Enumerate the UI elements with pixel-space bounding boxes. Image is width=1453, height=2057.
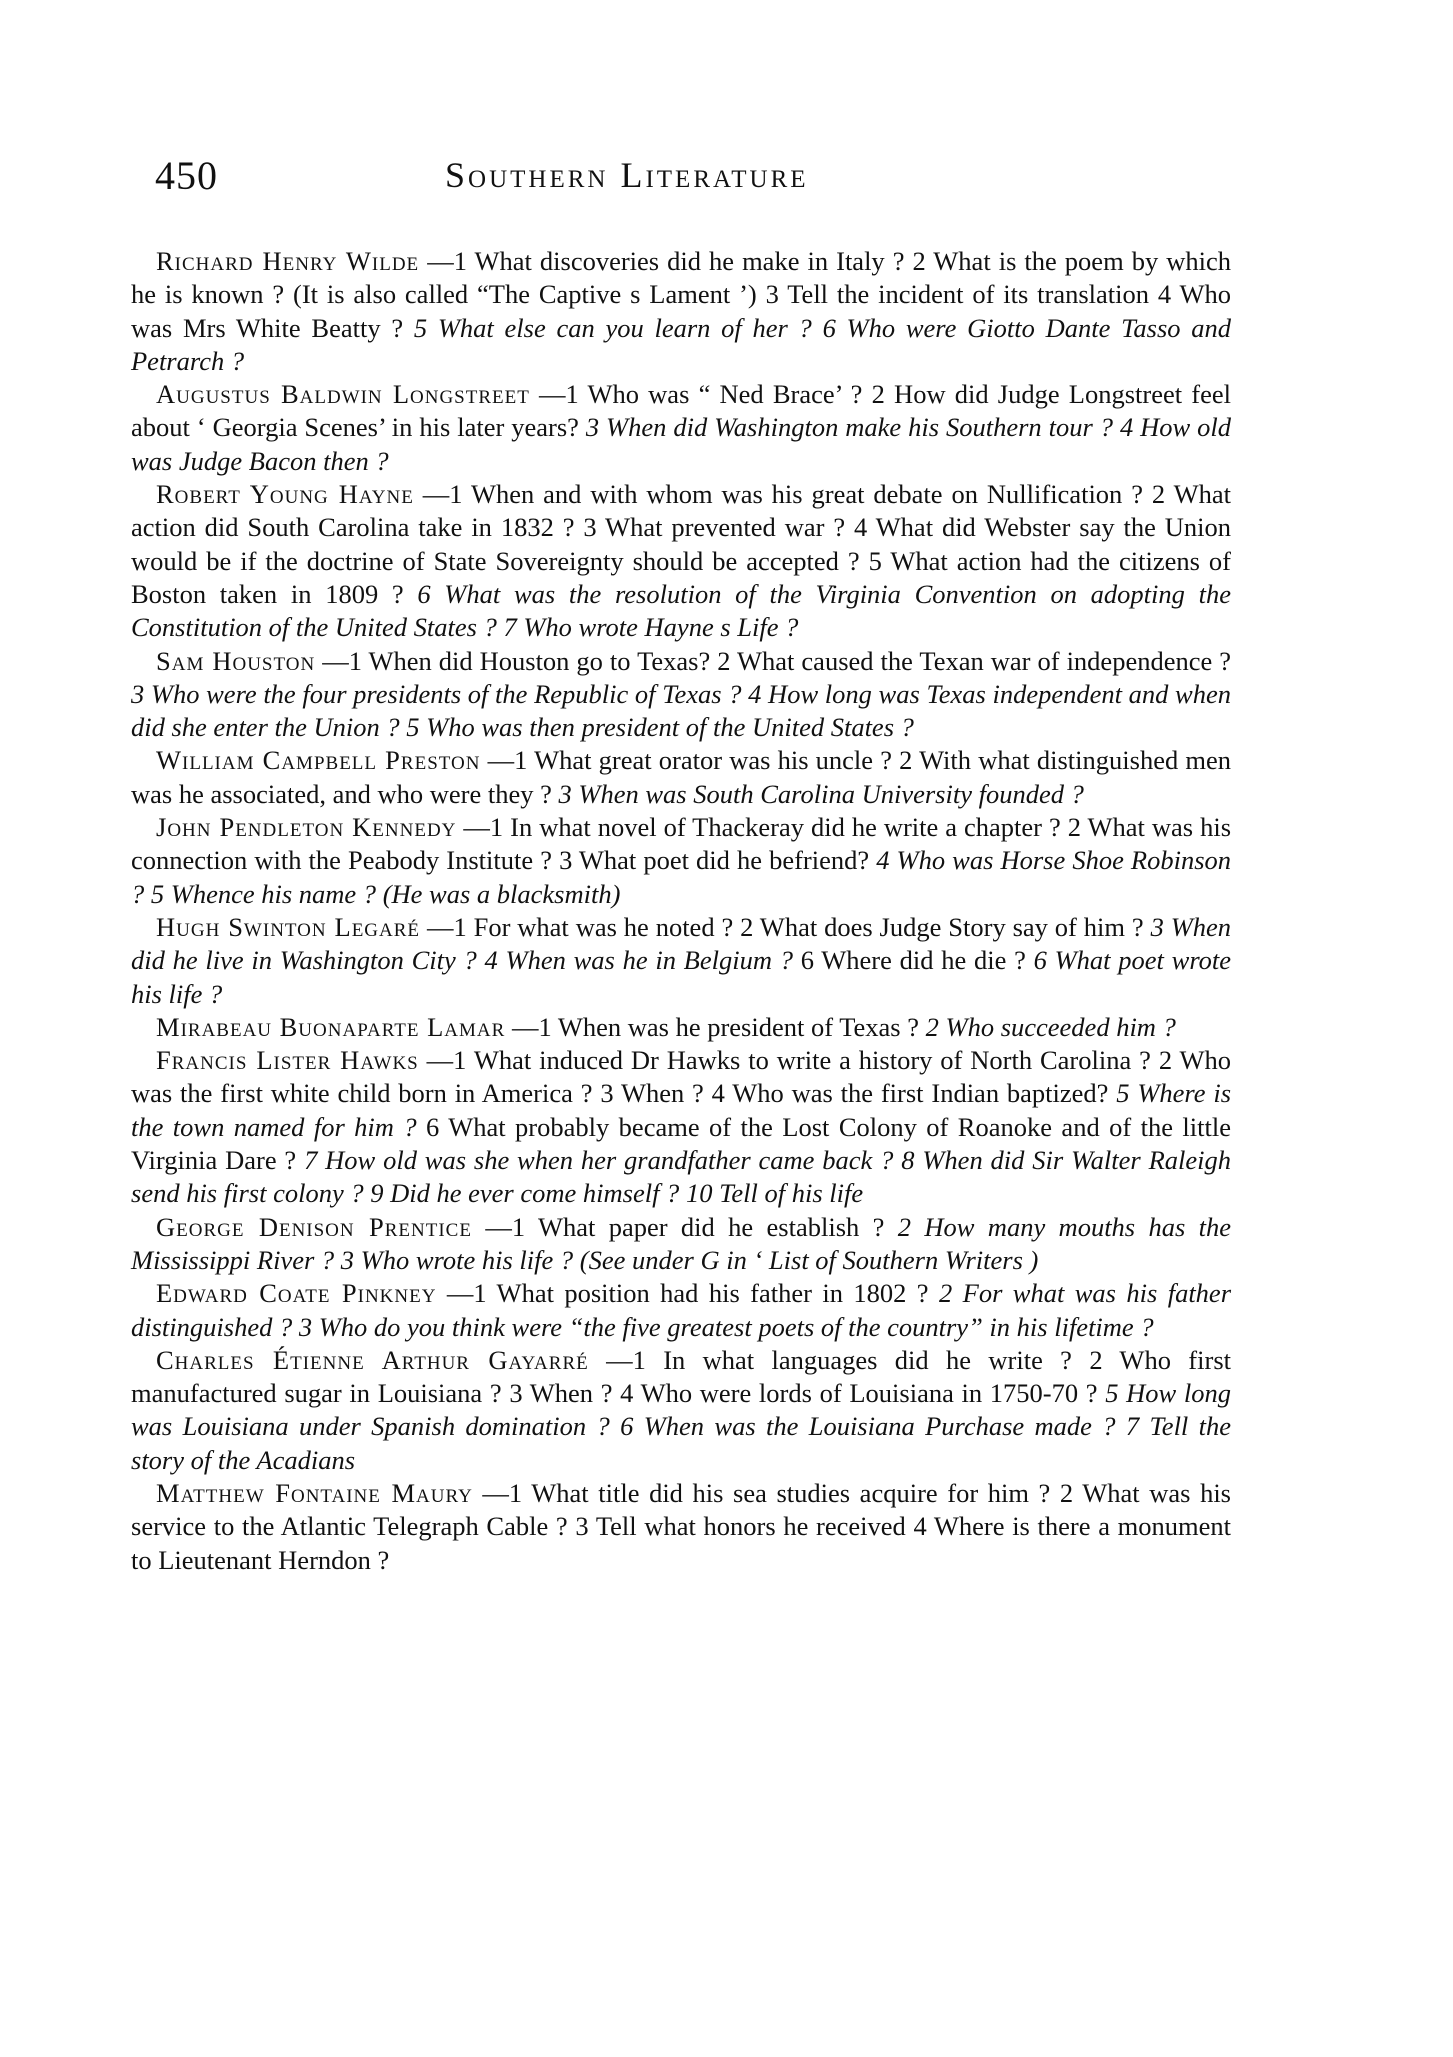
author-name: Augustus Baldwin Longstreet — [156, 379, 530, 410]
author-name: Mirabeau Buonaparte Lamar — [156, 1011, 506, 1042]
question: 3 Who wrote his life ? — [340, 1244, 574, 1275]
question: —1 What great orator was his uncle ? — [487, 745, 892, 776]
question: 6 Where did he die ? — [800, 945, 1026, 976]
author-name: George Denison Prentice — [156, 1211, 472, 1242]
question: —1 What title did his sea studies acquire for him ? — [482, 1477, 1051, 1508]
question: —1 What discoveries did he make in Italy ? — [427, 246, 905, 276]
question: 6 Who were Giotto Dante Tasso and Petrarch ? — [131, 312, 1232, 376]
running-title: Southern Literature — [445, 155, 809, 195]
question: —1 For what was he noted ? — [426, 911, 734, 942]
question: 3 When ? — [600, 1078, 704, 1109]
question: 7 How old was she when her grandfather came back ? — [304, 1145, 894, 1176]
question: 5 Who was then president of the United States ? — [406, 712, 914, 743]
question: 6 What probably became of the Lost Colony of Roanoke and of the little Virginia Dare ? — [131, 1111, 1231, 1176]
question: 9 Did he ever come himself ? — [370, 1178, 680, 1209]
author-entry — [131, 1344, 1231, 1477]
author-entry — [131, 1011, 1231, 1044]
author-name: John Pendleton Kennedy — [156, 812, 457, 843]
question: 7 Tell the story of the Acadians — [131, 1411, 1232, 1475]
question: —1 When was he president of Texas ? — [511, 1011, 919, 1042]
question: 3 When was South Carolina University founded ? — [558, 778, 1084, 809]
question: —1 Who was “ Ned Brace’ ? — [539, 379, 863, 410]
question: 6 What poet wrote his life ? — [131, 945, 1232, 1009]
author-entry — [131, 245, 1231, 378]
question: 4 Who were lords of Louisiana in 1750-70 ? — [620, 1378, 1098, 1409]
author-entry — [131, 645, 1231, 745]
question: 2 What is the poem by which he is known ? (It is also called “The Captive s Lament ’) — [131, 246, 1231, 310]
author-name: Hugh Swinton Legaré — [156, 911, 421, 942]
question: 3 Who do you think were “the five greatest poets of the country” in his lifetime ? — [298, 1311, 1154, 1342]
question-entries — [131, 245, 1231, 1577]
question: 4 How old was Judge Bacon then ? — [131, 412, 1231, 476]
question: 2 Who was the first white child born in America ? — [131, 1045, 1232, 1109]
question: 2 For what was his father distinguished ? — [131, 1278, 1232, 1342]
question: 4 How long was Texas independent and when did she enter the Union ? — [131, 678, 1231, 743]
question: 3 What poet did he befriend? — [559, 845, 870, 876]
author-entry — [131, 478, 1231, 644]
question: —1 In what novel of Thackeray did he write a chapter ? — [463, 812, 1061, 843]
question: —1 What paper did he establish ? — [485, 1211, 885, 1242]
question: —1 When did Houston go to Texas? — [322, 645, 711, 676]
author-name: William Campbell Preston — [156, 745, 481, 776]
question: 6 What was the resolution of the Virginia Convention on adopting the Constitution of the United States ? — [131, 578, 1231, 643]
author-name: Sam Houston — [156, 645, 316, 676]
question: 3 Tell the incident of its translation — [765, 279, 1150, 310]
question: 7 Who wrote Hayne s Life ? — [503, 612, 799, 643]
author-entry — [131, 1211, 1231, 1278]
question: —1 In what languages did he write ? — [606, 1344, 1072, 1375]
question: 4 Who was Horse Shoe Robinson ? — [131, 845, 1232, 909]
question: —1 What position had his father in 1802 ? — [446, 1278, 929, 1309]
question: 2 Who first manufactured sugar in Louisiana ? — [131, 1344, 1231, 1409]
question: 2 What action did South Carolina take in 1832 ? — [131, 479, 1231, 543]
author-entry — [131, 1044, 1231, 1210]
question: 2 What was his service to the Atlantic Telegraph Cable ? — [131, 1477, 1231, 1542]
author-entry — [131, 744, 1231, 811]
question: 4 What did Webster say the Union would be if the doctrine of State Sovereignty should be accepted ? — [131, 512, 1232, 576]
question: 3 Who were the four presidents of the Republic of Texas ? — [131, 678, 742, 709]
question: 4 Where is there a monument to Lieutenant Herndon ? — [131, 1511, 1231, 1575]
question: 3 Tell what honors he received — [575, 1511, 906, 1542]
question: 4 Who was the first Indian baptized? — [711, 1078, 1109, 1109]
question: 2 What was his connection with the Peabody Institute ? — [131, 812, 1232, 876]
question: 4 Who was Mrs White Beatty ? — [131, 279, 1232, 343]
author-name: Francis Lister Hawks — [156, 1045, 419, 1076]
author-entry — [131, 911, 1231, 1011]
page-number: 450 — [155, 153, 218, 198]
question: 3 When did Washington make his Southern tour ? — [585, 412, 1113, 443]
question: 5 What else can you learn of her ? — [413, 312, 812, 343]
author-entry — [131, 378, 1231, 478]
question: (He was a blacksmith) — [382, 878, 621, 909]
author-entry — [131, 811, 1231, 911]
author-name: Robert Young Hayne — [156, 479, 414, 510]
author-name: Edward Coate Pinkney — [156, 1278, 437, 1309]
author-name: Richard Henry Wilde — [156, 246, 420, 276]
question: 3 What prevented war ? — [583, 512, 846, 543]
question: 8 When did Sir Walter Raleigh send his first colony ? — [131, 1145, 1232, 1209]
question: 10 Tell of his life — [685, 1178, 864, 1209]
question: 2 What caused the Texan war of independence ? — [717, 645, 1232, 676]
question: 3 When ? — [509, 1378, 613, 1409]
author-name: Charles Étienne Arthur Gayarré — [156, 1344, 589, 1375]
author-entry — [131, 1277, 1231, 1344]
question: 5 Whence his name ? — [150, 878, 377, 909]
author-entry — [131, 1477, 1231, 1577]
question: 2 Who succeeded him ? — [925, 1011, 1176, 1042]
author-name: Matthew Fontaine Maury — [156, 1477, 473, 1508]
question: 2 How many mouths has the Mississippi River ? — [131, 1211, 1232, 1275]
question: —1 What induced Dr Hawks to write a history of North Carolina ? — [426, 1045, 1151, 1076]
question: 2 How did Judge Longstreet feel about ‘ Georgia Scenes’ in his later years? — [131, 379, 1232, 443]
question: 6 When was the Louisiana Purchase made ? — [620, 1411, 1116, 1442]
question: 5 How long was Louisiana under Spanish domination ? — [131, 1378, 1232, 1442]
running-head — [155, 152, 1245, 212]
question: 2 What does Judge Story say of him ? — [740, 911, 1144, 942]
question: 5 Where is the town named for him ? — [131, 1078, 1232, 1142]
question: 2 With what distinguished men was he associated, and who were they ? — [131, 745, 1232, 809]
question: 5 What action had the citizens of Boston taken in 1809 ? — [131, 545, 1231, 609]
question: —1 When and with whom was his great debate on Nullification ? — [422, 479, 1143, 510]
question: 4 When was he in Belgium ? — [484, 945, 793, 976]
question: (See under G in ‘ List of Southern Writers ) — [579, 1244, 1039, 1275]
question: 3 When did he live in Washington City ? — [131, 911, 1232, 976]
